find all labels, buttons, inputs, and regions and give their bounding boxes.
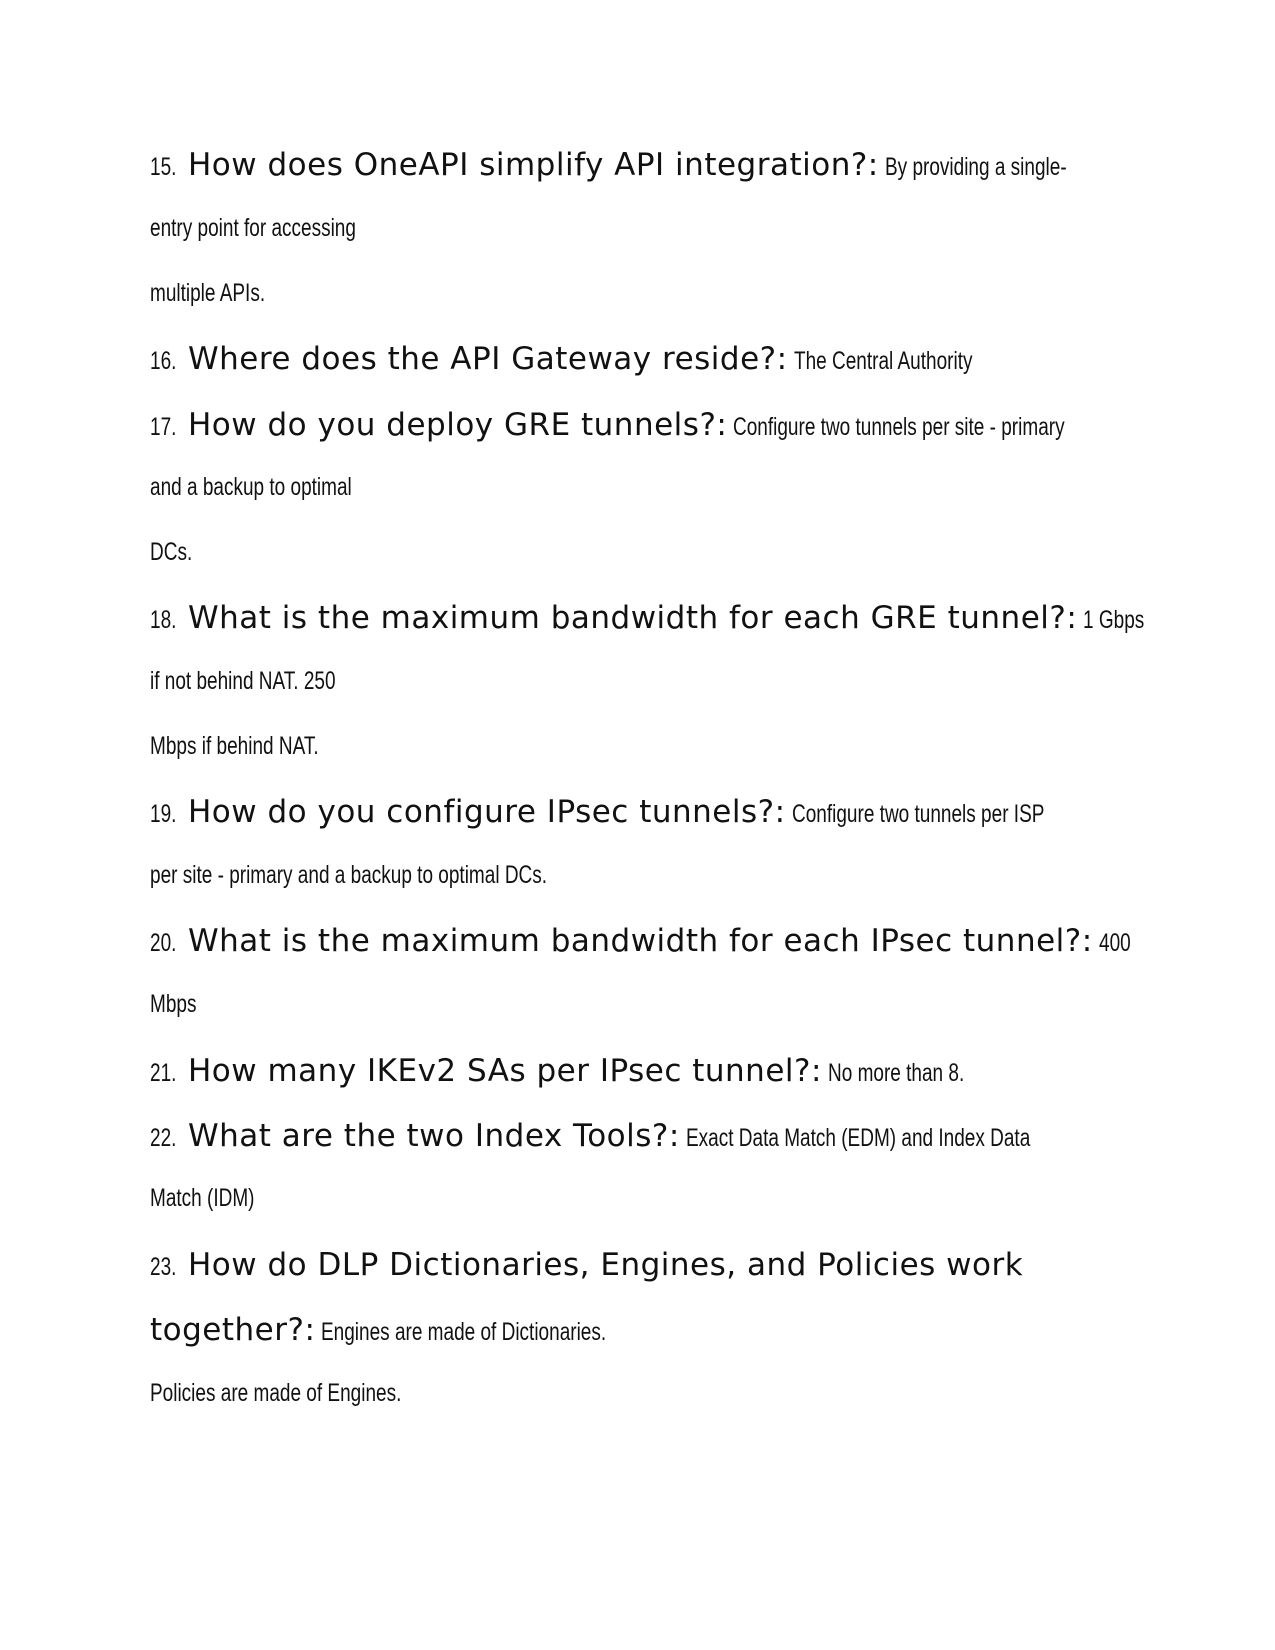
item-18-line-1: [150, 600, 1164, 636]
answer-text: Match (IDM): [150, 1184, 255, 1212]
answer-text: and a backup to optimal: [150, 473, 352, 501]
answer-text: Exact Data Match (EDM) and Index Data: [685, 1124, 1031, 1152]
item-number: 17.: [150, 413, 177, 441]
question-text: How do you configure IPsec tunnels?:: [188, 794, 786, 830]
answer-text: entry point for accessing: [150, 214, 356, 242]
item-18-line-3: [150, 734, 372, 759]
item-number: 16.: [150, 347, 177, 375]
item-23-line-1: [150, 1247, 1024, 1283]
item-20-line-2: [150, 992, 211, 1017]
item-20-line-1: [150, 923, 1140, 959]
answer-text: Configure two tunnels per site - primary: [733, 413, 1065, 441]
answer-text: Mbps: [150, 990, 197, 1018]
answer-text: Configure two tunnels per ISP: [791, 800, 1044, 828]
item-22-line-2: [150, 1186, 288, 1211]
item-18-line-2: [150, 669, 394, 694]
question-text: What is the maximum bandwidth for each IPsec tunnel?:: [188, 923, 1093, 959]
question-text: What is the maximum bandwidth for each GRE tunnel?:: [188, 600, 1078, 636]
item-22-line-1: [150, 1118, 1139, 1154]
item-16-line-1: [150, 341, 1028, 377]
question-text: How does OneAPI simplify API integration?:: [188, 147, 879, 183]
answer-text: 1 Gbps: [1083, 606, 1145, 634]
question-text: How do DLP Dictionaries, Engines, and Policies work: [188, 1247, 1024, 1283]
answer-text: Policies are made of Engines.: [150, 1379, 402, 1407]
question-text: How many IKEv2 SAs per IPsec tunnel?:: [188, 1053, 822, 1089]
answer-text: 400: [1098, 929, 1131, 957]
item-15-line-1: [150, 147, 1124, 183]
answer-text: DCs.: [150, 538, 193, 566]
item-23-line-3: [150, 1381, 481, 1406]
item-number: 21.: [150, 1059, 177, 1087]
item-19-line-1: [150, 794, 1124, 830]
item-number: 23.: [150, 1253, 177, 1281]
item-17-line-1: [150, 407, 1170, 443]
item-21-line-1: [150, 1053, 1007, 1089]
item-17-line-3: [150, 540, 206, 565]
question-text: What are the two Index Tools?:: [188, 1118, 680, 1154]
answer-text: No more than 8.: [827, 1059, 965, 1087]
item-number: 22.: [150, 1124, 177, 1152]
answer-text: per site - primary and a backup to optimal DCs.: [150, 861, 548, 889]
item-15-line-3: [150, 281, 301, 306]
answer-text: if not behind NAT. 250: [150, 667, 336, 695]
item-17-line-2: [150, 475, 415, 500]
item-number: 18.: [150, 606, 177, 634]
item-number: 19.: [150, 800, 177, 828]
answer-text: By providing a single-: [884, 153, 1067, 181]
item-15-line-2: [150, 216, 421, 241]
question-text: Where does the API Gateway reside?:: [188, 341, 788, 377]
answer-text: The Central Authority: [793, 347, 973, 375]
item-23-line-2: [150, 1312, 697, 1348]
item-number: 20.: [150, 929, 177, 957]
answer-text: Engines are made of Dictionaries.: [321, 1318, 607, 1346]
question-text: together?:: [150, 1312, 316, 1348]
answer-text: multiple APIs.: [150, 279, 266, 307]
question-text: How do you deploy GRE tunnels?:: [188, 407, 728, 443]
answer-text: Mbps if behind NAT.: [150, 732, 319, 760]
item-number: 15.: [150, 153, 177, 181]
item-19-line-2: [150, 863, 672, 888]
